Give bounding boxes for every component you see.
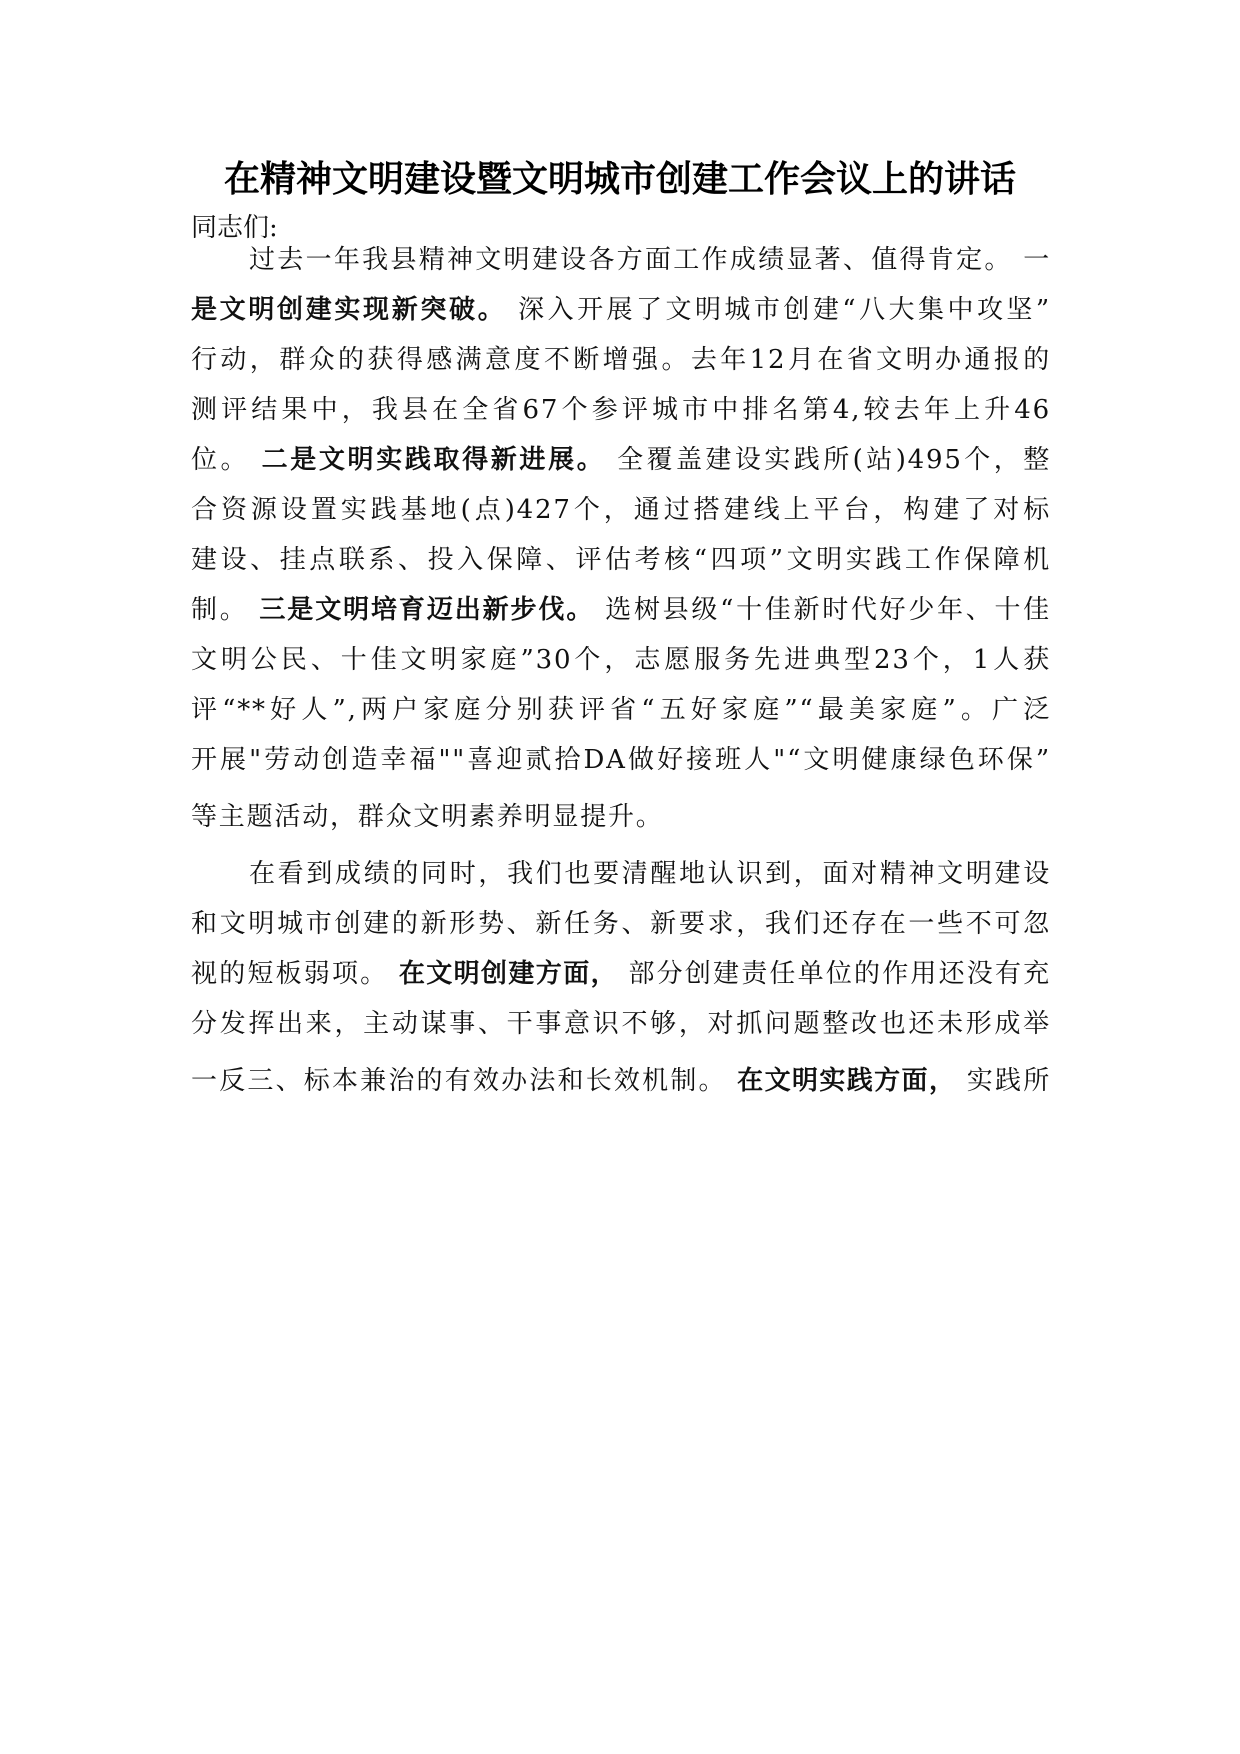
body-text: 一反三、标本兼治的有效办法和长效机制。 — [191, 1066, 738, 1096]
body-line — [191, 740, 1051, 780]
bold-heading: 三是文明培育迈出新步伐。 — [259, 595, 595, 625]
bold-heading: 在文明实践方面， — [737, 1066, 957, 1096]
greeting: 同志们: — [191, 213, 278, 243]
body-line — [191, 490, 1051, 530]
body-text: 建设、挂点联系、投入保障、评估考核“四项”文明实践工作保障机 — [191, 545, 1051, 575]
body-text: 等主题活动，群众文明素养明显提升。 — [191, 802, 664, 832]
body-line — [191, 1004, 1051, 1044]
body-line — [191, 540, 1051, 580]
bold-heading: 二是文明实践取得新进展。 — [261, 445, 606, 475]
document-title: 在精神文明建设暨文明城市创建工作会议上的讲话 — [223, 159, 1016, 200]
body-text: 部分创建责任单位的作用还没有充 — [618, 959, 1051, 989]
body-text: 行动，群众的获得感满意度不断增强。去年12月在省文明办通报的 — [191, 345, 1051, 375]
body-line — [191, 904, 1051, 944]
body-text: 位。 — [191, 445, 262, 475]
body-text: 开展"劳动创造幸福""喜迎贰拾DA做好接班人"“文明健康绿色环保” — [191, 745, 1051, 775]
body-text: 在看到成绩的同时，我们也要清醒地认识到，面对精神文明建设 — [249, 859, 1051, 889]
body-text: 评“**好人”,两户家庭分别获评省“五好家庭”“最美家庭”。广泛 — [191, 695, 1051, 725]
body-line — [191, 954, 1051, 994]
body-text: 选树县级“十佳新时代好少年、十佳 — [594, 595, 1051, 625]
body-text: 深入开展了文明城市创建“八大集中攻坚” — [506, 295, 1051, 325]
body-line — [191, 240, 1051, 280]
body-text: 分发挥出来，主动谋事、干事意识不够，对抓问题整改也还未形成举 — [191, 1009, 1051, 1039]
body-line — [191, 440, 1051, 480]
body-line — [191, 340, 1051, 380]
body-line — [191, 640, 1051, 680]
bold-heading: 在文明创建方面， — [398, 959, 618, 989]
body-text: 测评结果中，我县在全省67个参评城市中排名第4,较去年上升46 — [191, 395, 1051, 425]
body-text: 过去一年我县精神文明建设各方面工作成绩显著、值得肯定。 一 — [249, 245, 1051, 275]
body-text: 实践所 — [956, 1066, 1051, 1096]
body-line — [191, 690, 1051, 730]
body-text: 全覆盖建设实践所(站)495个，整 — [605, 445, 1051, 475]
body-line — [191, 1061, 1051, 1101]
body-line — [191, 854, 1051, 894]
body-text: 制。 — [191, 595, 260, 625]
body-text: 视的短板弱项。 — [191, 959, 399, 989]
body-line — [191, 590, 1051, 630]
body-text: 文明公民、十佳文明家庭”30个，志愿服务先进典型23个，1人获 — [191, 645, 1051, 675]
body-line — [191, 797, 1051, 837]
body-text: 合资源设置实践基地(点)427个，通过搭建线上平台，构建了对标 — [191, 495, 1051, 525]
body-line — [191, 390, 1051, 430]
body-text: 和文明城市创建的新形势、新任务、新要求，我们还存在一些不可忽 — [191, 909, 1051, 939]
body-line — [191, 290, 1051, 330]
bold-heading: 是文明创建实现新突破。 — [191, 295, 507, 325]
